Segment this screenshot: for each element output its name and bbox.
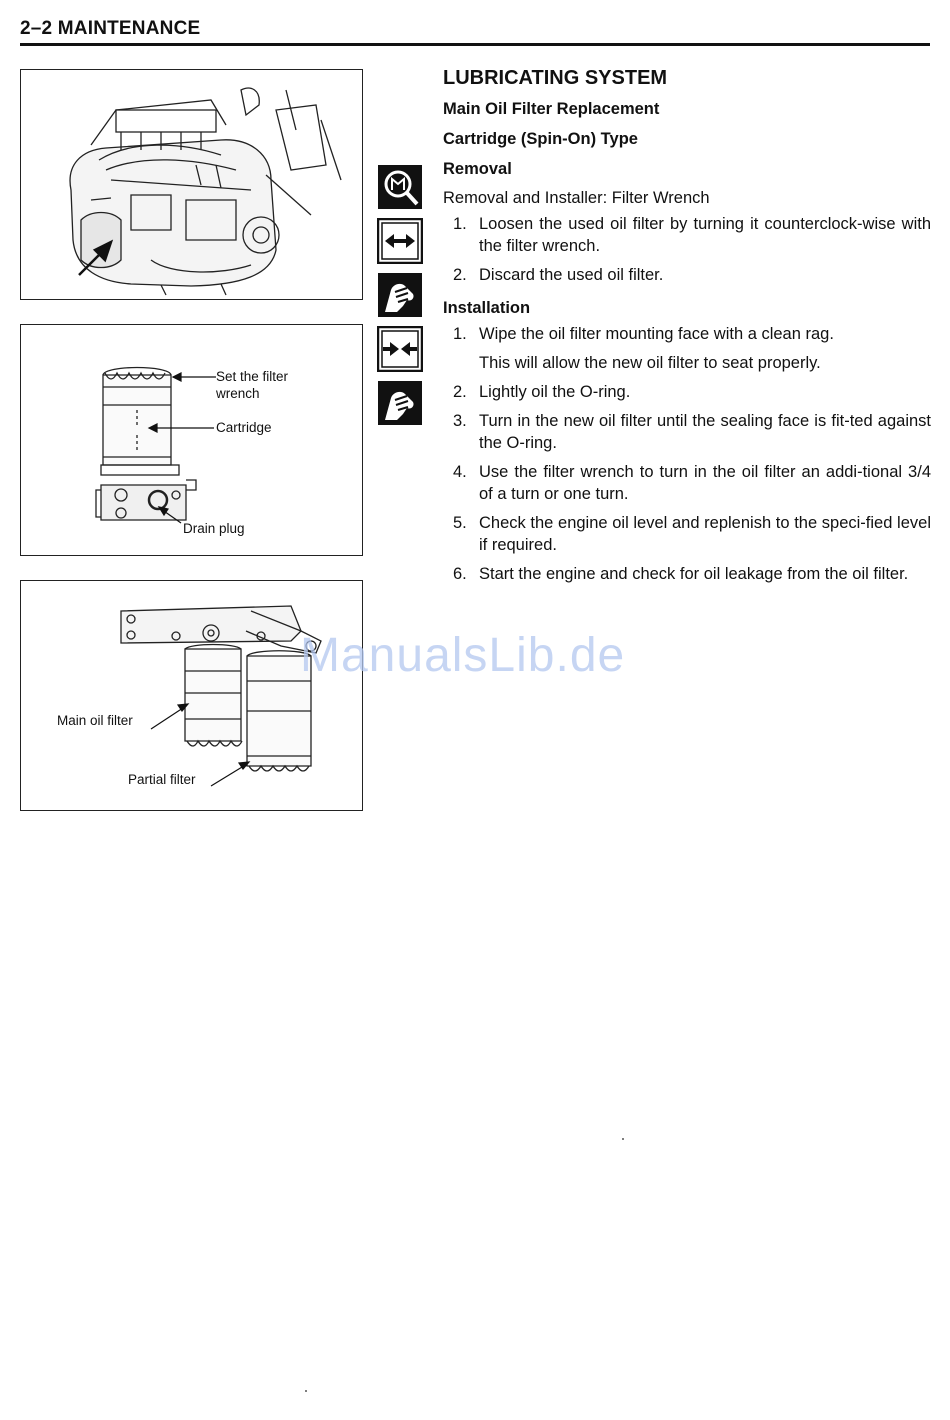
page-header: 2–2 MAINTENANCE xyxy=(20,18,201,39)
hand-tool-icon xyxy=(377,272,423,318)
filters-figure xyxy=(20,580,363,811)
removal-steps xyxy=(443,213,931,286)
header-rule xyxy=(20,43,930,46)
scan-speck xyxy=(305,1390,307,1392)
subtitle-main-oil-filter: Main Oil Filter Replacement xyxy=(443,100,660,118)
list-item: 3. Turn in the new oil filter until the sealing face is fit-ted against the O-ring. xyxy=(453,412,931,452)
partial-filter-label: Partial filter xyxy=(128,772,196,787)
scan-speck xyxy=(622,1138,624,1140)
removal-tool: Removal and Installer: Filter Wrench xyxy=(443,189,710,207)
drain-plug-label: Drain plug xyxy=(183,521,245,536)
cartridge-figure xyxy=(20,324,363,556)
list-item: 6. Start the engine and check for oil leakage from the oil filter. xyxy=(453,565,909,583)
set-filter-wrench-label: Set the filter wrench xyxy=(216,369,289,401)
list-item: 1. Loosen the used oil filter by turning it counterclock-wise with the filter wrench. xyxy=(453,215,931,255)
procedure-text xyxy=(443,64,931,592)
hand-tool-icon xyxy=(377,380,423,426)
list-item: 4. Use the filter wrench to turn in the oil filter an addi-tional 3/4 of a turn or one turn. xyxy=(453,463,931,503)
cartridge-label: Cartridge xyxy=(216,420,272,435)
installation-heading: Installation xyxy=(443,299,531,317)
engine-figure xyxy=(20,69,363,300)
main-oil-filter-label: Main oil filter xyxy=(57,713,133,728)
installation-icon xyxy=(377,326,423,372)
installation-steps xyxy=(443,323,931,585)
list-item: 5. Check the engine oil level and replenish to the speci-fied level if required. xyxy=(453,514,931,554)
list-item: 2. Lightly oil the O-ring. xyxy=(453,383,631,401)
subtitle-cartridge-type: Cartridge (Spin-On) Type xyxy=(443,130,638,148)
removal-icon xyxy=(377,218,423,264)
list-item: 2. Discard the used oil filter. xyxy=(453,266,664,284)
section-title: LUBRICATING SYSTEM xyxy=(443,67,668,89)
inspect-icon xyxy=(377,164,423,210)
removal-heading: Removal xyxy=(443,160,512,178)
list-item: 1. Wipe the oil filter mounting face with a clean rag. This will allow the new oil filter to seat properly. xyxy=(443,323,931,374)
installation-note: This will allow the new oil filter to seat properly. xyxy=(479,354,821,372)
watermark: ManualsLib.de xyxy=(300,629,626,682)
engine-illustration xyxy=(21,70,362,299)
